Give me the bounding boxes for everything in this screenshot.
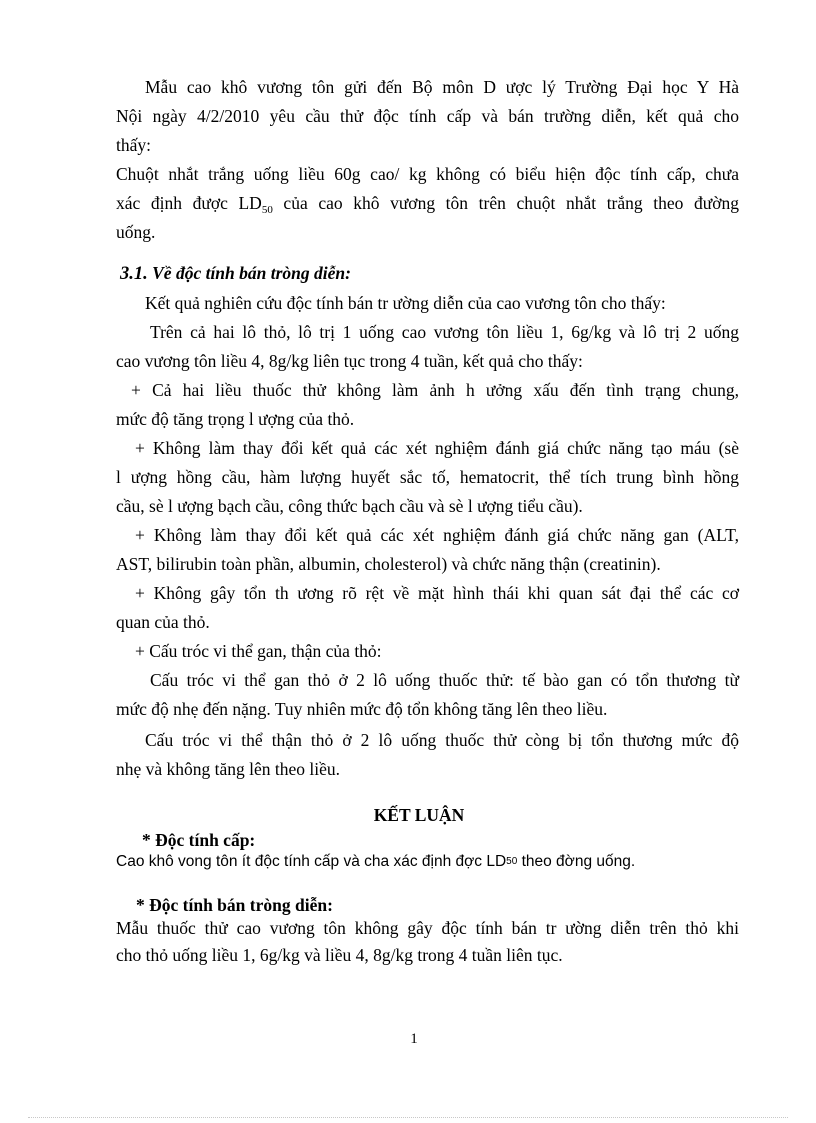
acute-toxicity-text	[116, 851, 635, 873]
body-line15: mức độ nhẹ đến nặng. Tuy nhiên mức độ tổn không tăng lên theo liều.	[116, 699, 608, 719]
body-line11: + Không gây tổn th ương rõ rệt về mặt hình thái khi quan sát đại thể các cơ	[135, 583, 739, 603]
page-number: 1	[410, 1031, 418, 1047]
section-number: 3.1.	[120, 264, 148, 284]
ld50-subscript: 50	[261, 204, 273, 216]
body-line17: nhẹ và không tăng lên theo liều.	[116, 759, 341, 779]
body-line14: Cấu tróc vi thể gan thỏ ở 2 lô uống thuốc thử: tế bào gan có tổn thương từ	[150, 670, 739, 690]
body-line7: l ượng hồng cầu, hàm lượng huyết sắc tố, hematocrit, thể tích trung bình hồng	[116, 467, 739, 487]
body-line3: cao vương tôn liều 4, 8g/kg liên tục trong 4 tuần, kết quả cho thấy:	[116, 351, 583, 371]
body-line5: mức độ tăng trọng l ượng của thỏ.	[116, 409, 355, 429]
conclusion-heading: KẾT LUẬN	[373, 805, 465, 825]
para1-line2: Nội ngày 4/2/2010 yêu cầu thử độc tính cấp và bán trường diễn, kết quả cho	[116, 106, 739, 126]
para1-line1: Mẫu cao khô vương tôn gửi đến Bộ môn D ược lý Trường Đại học Y Hà	[145, 77, 739, 97]
page-bottom-dotted-rule	[28, 1117, 788, 1118]
body-line12: quan của thỏ.	[116, 612, 210, 632]
acute-text-start: Cao khô vong tôn ít độc tính cấp và cha xác định đợc LD	[116, 853, 507, 870]
acute-text-end: theo đờng uống.	[517, 853, 636, 870]
subchronic-line1: Mẫu thuốc thử cao vương tôn không gây độc tính bán tr ường diễn trên thỏ khi	[116, 918, 739, 938]
subchronic-line2: cho thỏ uống liều 1, 6g/kg và liều 4, 8g/kg trong 4 tuần liên tục.	[116, 945, 563, 965]
section-heading	[120, 262, 351, 285]
body-line13: + Cấu tróc vi thể gan, thận của thỏ:	[135, 641, 382, 661]
ld50-label: xác định được LD	[116, 193, 262, 213]
body-line6: + Không làm thay đổi kết quả các xét nghiệm đánh giá chức năng tạo máu (sè	[135, 438, 739, 458]
para2-line2-rest: của cao khô vương tôn trên chuột nhắt trắng theo đường	[272, 193, 739, 213]
para2-line2	[116, 192, 739, 221]
body-line9: + Không làm thay đổi kết quả các xét nghiệm đánh giá chức năng gan (ALT,	[135, 525, 739, 545]
body-line4: + Cả hai liều thuốc thử không làm ảnh h ưởng xấu đến tình trạng chung,	[131, 380, 739, 400]
para2-line3: uống.	[116, 222, 156, 242]
body-line2: Trên cả hai lô thỏ, lô trị 1 uống cao vương tôn liều 1, 6g/kg và lô trị 2 uống	[150, 322, 739, 342]
para1-line3: thấy:	[116, 135, 151, 155]
body-line16: Cấu tróc vi thể thận thỏ ở 2 lô uống thuốc thử còng bị tổn thương mức độ	[145, 730, 739, 750]
acute-ld50-subscript: 50	[506, 856, 518, 867]
subchronic-toxicity-heading: * Độc tính bán tròng diễn:	[136, 895, 333, 915]
body-line8: cầu, sè l ượng bạch cầu, công thức bạch cầu và sè l ượng tiểu cầu).	[116, 496, 583, 516]
body-line10: AST, bilirubin toàn phần, albumin, cholesterol) và chức năng thận (creatinin).	[116, 554, 661, 574]
acute-toxicity-heading: * Độc tính cấp:	[142, 830, 256, 850]
para2-line1: Chuột nhắt trắng uống liều 60g cao/ kg không có biểu hiện độc tính cấp, chưa	[116, 164, 739, 184]
body-line1: Kết quả nghiên cứu độc tính bán tr ường diễn của cao vương tôn cho thấy:	[145, 293, 666, 313]
section-title: Về độc tính bán tròng diễn:	[152, 263, 351, 283]
